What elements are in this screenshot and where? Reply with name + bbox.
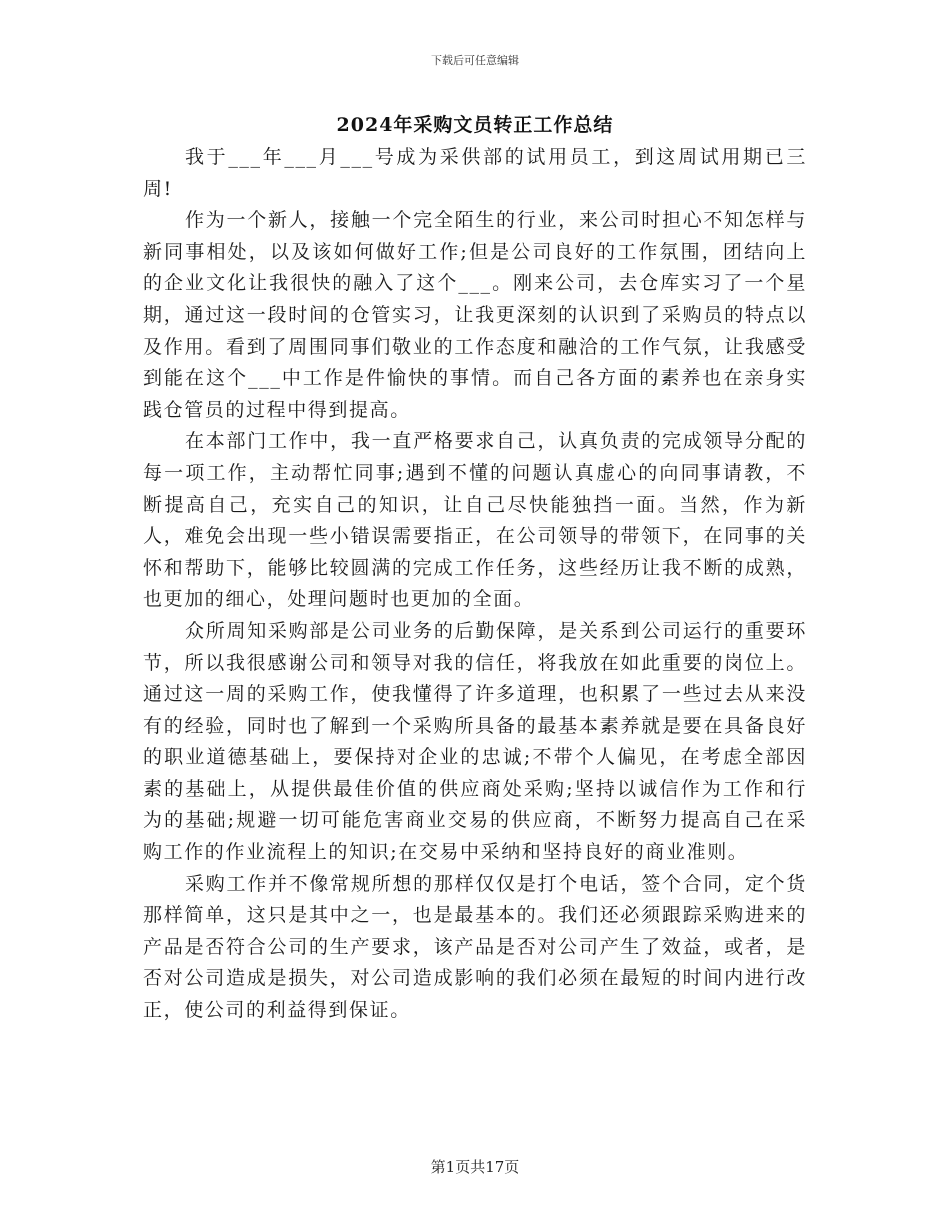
download-note: 下载后可任意编辑 [431, 54, 519, 67]
paragraph-department-work: 在本部门工作中，我一直严格要求自己，认真负责的完成领导分配的每一项工作，主动帮忙同事;遇到不懂的问题认真虚心的向同事请教，不断提高自己，充实自己的知识，让自己尽快能独挡一面。当然，作为新人，难免会出现一些小错误需要指正，在公司领导的带领下，在同事的关怀和帮助下，能够比较圆满的完成工作任务，这些经历让我不断的成熟，也更加的细心，处理问题时也更加的全面。 [143, 430, 807, 611]
paragraph-intro: 我于___年___月___号成为采供部的试用员工，到这周试用期已三周! [143, 146, 807, 200]
document-body [143, 142, 807, 1027]
document-title: 2024年采购文员转正工作总结 [336, 114, 614, 136]
paragraph-purchasing-work: 采购工作并不像常规所想的那样仅仅是打个电话，签个合同，定个货那样简单，这只是其中之一，也是最基本的。我们还必须跟踪采购进来的产品是否符合公司的生产要求，该产品是否对公司产生了效益，或者，是否对公司造成是损失，对公司造成影响的我们必须在最短的时间内进行改正，使公司的利益得到保证。 [143, 872, 807, 1022]
paragraph-newcomer: 作为一个新人，接触一个完全陌生的行业，来公司时担心不知怎样与新同事相处，以及该如何做好工作;但是公司良好的工作氛围，团结向上的企业文化让我很快的融入了这个___。刚来公司，去仓库实习了一个星期，通过这一段时间的仓管实习，让我更深刻的认识到了采购员的特点以及作用。看到了周围同事们敬业的工作态度和融洽的工作气氛，让我感受到能在这个___中工作是件愉快的事情。而自己各方面的素养也在亲身实践仓管员的过程中得到提高。 [143, 209, 807, 421]
page-number: 第1页共17页 [430, 1158, 520, 1176]
paragraph-purchasing-role: 众所周知采购部是公司业务的后勤保障，是关系到公司运行的重要环节，所以我很感谢公司和领导对我的信任，将我放在如此重要的岗位上。通过这一周的采购工作，使我懂得了许多道理，也积累了一些过去从来没有的经验，同时也了解到一个采购所具备的最基本素养就是要在具备良好的职业道德基础上，要保持对企业的忠诚;不带个人偏见，在考虑全部因素的基础上，从提供最佳价值的供应商处采购;坚持以诚信作为工作和行为的基础;规避一切可能危害商业交易的供应商，不断努力提高自己在采购工作的作业流程上的知识;在交易中采纳和坚持良好的商业准则。 [143, 619, 807, 864]
